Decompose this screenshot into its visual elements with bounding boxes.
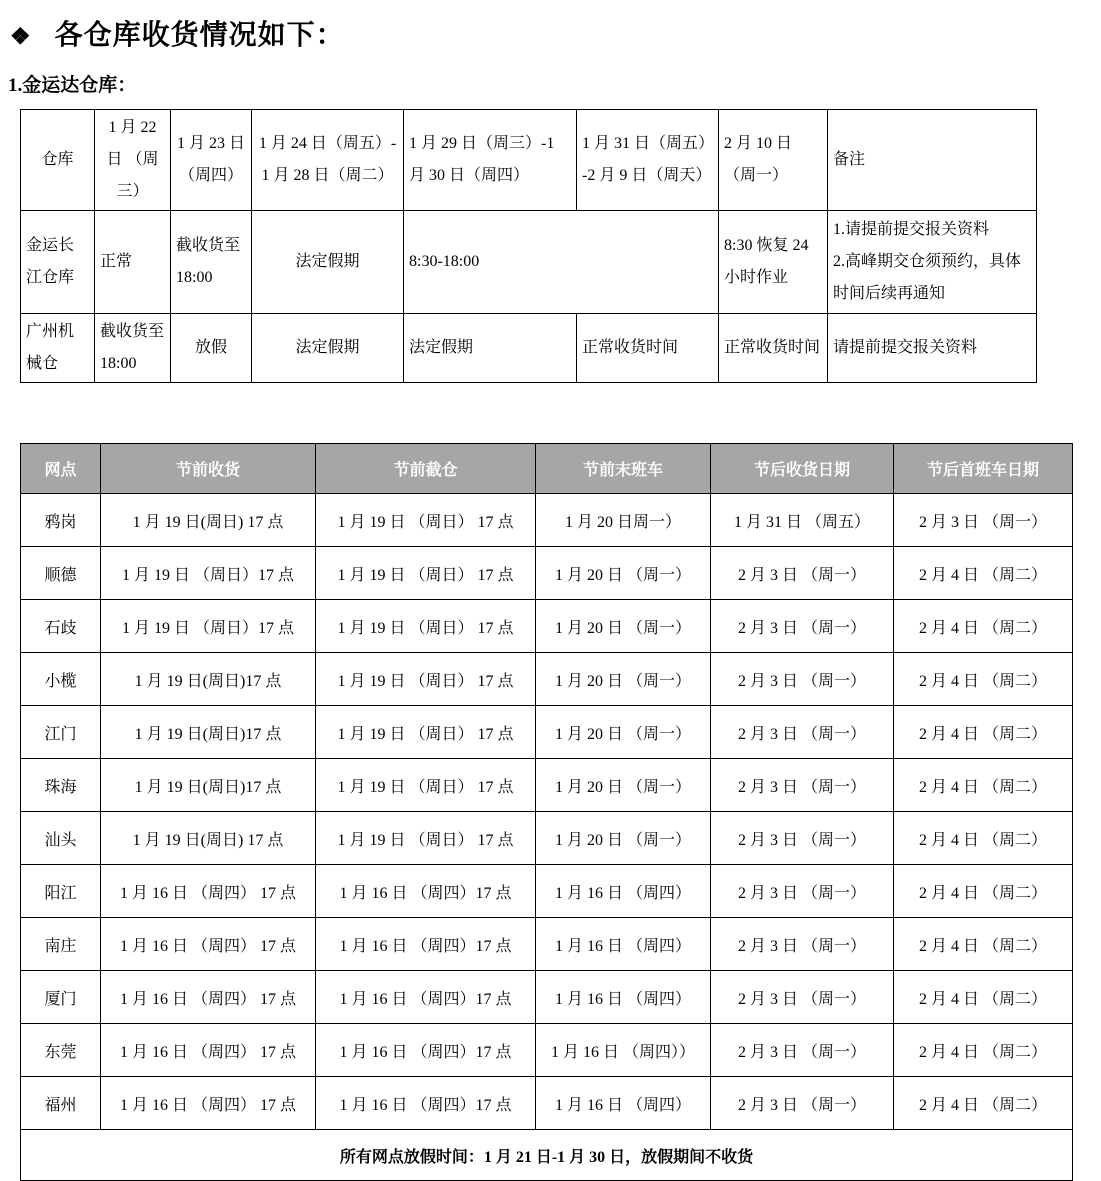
pre-receive-cell: 1 月 19 日 （周日）17 点 (101, 547, 316, 600)
remark-line-2: 2.高峰期交仓须预约，具体时间后续再通知 (833, 253, 1022, 302)
last-bus-cell: 1 月 16 日 （周四） (536, 918, 711, 971)
warehouse-row-jinyun-changjiang (21, 211, 1037, 314)
first-bus-cell: 2 月 4 日 （周二） (894, 706, 1073, 759)
column-header-feb10: 2 月 10 日 （周一） (719, 110, 828, 211)
branch-table-footer-row (21, 1130, 1073, 1181)
first-bus-cell: 2 月 4 日 （周二） (894, 759, 1073, 812)
first-bus-cell: 2 月 4 日 （周二） (894, 865, 1073, 918)
first-bus-cell: 2 月 4 日 （周二） (894, 812, 1073, 865)
site-name-cell: 小榄 (21, 653, 101, 706)
pre-cutoff-cell: 1 月 16 日 （周四）17 点 (316, 918, 536, 971)
site-name-cell: 东莞 (21, 1024, 101, 1077)
page-title-text: 各仓库收货情况如下： (54, 20, 345, 51)
page-title (10, 13, 1101, 53)
pre-cutoff-cell: 1 月 16 日 （周四）17 点 (316, 865, 536, 918)
site-name-cell: 珠海 (21, 759, 101, 812)
branch-row-shiqi (21, 600, 1073, 653)
pre-cutoff-cell: 1 月 19 日 （周日） 17 点 (316, 547, 536, 600)
warehouse-name-cell: 广州机械仓 (21, 314, 95, 383)
last-bus-cell: 1 月 20 日 （周一） (536, 547, 711, 600)
column-header-jan29-30: 1 月 29 日（周三）-1 月 30 日（周四） (404, 110, 577, 211)
last-bus-cell: 1 月 20 日 （周一） (536, 759, 711, 812)
site-name-cell: 鸦岗 (21, 494, 101, 547)
pre-receive-cell: 1 月 16 日 （周四） 17 点 (101, 1024, 316, 1077)
first-bus-cell: 2 月 3 日 （周一） (894, 494, 1073, 547)
column-header-first-bus: 节后首班车日期 (894, 444, 1073, 494)
column-header-jan22: 1 月 22 日 （周三） (95, 110, 171, 211)
warehouse-schedule-table (20, 109, 1037, 383)
column-header-last-bus: 节前末班车 (536, 444, 711, 494)
pre-cutoff-cell: 1 月 19 日 （周日） 17 点 (316, 759, 536, 812)
column-header-pre-holiday-cutoff: 节前截仓 (316, 444, 536, 494)
remark-line-1: 1.请提前提交报关资料 (833, 221, 990, 238)
last-bus-cell: 1 月 20 日 （周一） (536, 653, 711, 706)
pre-cutoff-cell: 1 月 16 日 （周四）17 点 (316, 1024, 536, 1077)
post-receive-cell: 2 月 3 日 （周一） (711, 600, 894, 653)
branch-schedule-table (20, 443, 1073, 1181)
column-header-pre-holiday-receiving: 节前收货 (101, 444, 316, 494)
schedule-cell-merged: 8:30-18:00 (404, 211, 719, 314)
pre-cutoff-cell: 1 月 19 日 （周日） 17 点 (316, 653, 536, 706)
pre-cutoff-cell: 1 月 16 日 （周四）17 点 (316, 1077, 536, 1130)
warehouse-name-cell: 金运长江仓库 (21, 211, 95, 314)
post-receive-cell: 2 月 3 日 （周一） (711, 706, 894, 759)
column-header-jan23: 1 月 23 日 （周四） (171, 110, 252, 211)
column-header-post-holiday-receiving: 节后收货日期 (711, 444, 894, 494)
pre-receive-cell: 1 月 16 日 （周四） 17 点 (101, 971, 316, 1024)
last-bus-cell: 1 月 16 日 （周四） (536, 1077, 711, 1130)
site-name-cell: 汕头 (21, 812, 101, 865)
schedule-cell: 正常 (95, 211, 171, 314)
branch-row-yangjiang (21, 865, 1073, 918)
schedule-cell: 正常收货时间 (577, 314, 719, 383)
last-bus-cell: 1 月 16 日 （周四） (536, 971, 711, 1024)
last-bus-cell: 1 月 16 日 （周四） (536, 865, 711, 918)
pre-cutoff-cell: 1 月 19 日 （周日） 17 点 (316, 812, 536, 865)
post-receive-cell: 2 月 3 日 （周一） (711, 918, 894, 971)
post-receive-cell: 2 月 3 日 （周一） (711, 971, 894, 1024)
post-receive-cell: 2 月 3 日 （周一） (711, 653, 894, 706)
site-name-cell: 厦门 (21, 971, 101, 1024)
warehouse-row-guangzhou-jixie (21, 314, 1037, 383)
remarks-cell: 请提前提交报关资料 (828, 314, 1037, 383)
last-bus-cell: 1 月 20 日 （周一） (536, 812, 711, 865)
pre-cutoff-cell: 1 月 19 日 （周日） 17 点 (316, 600, 536, 653)
column-header-site: 网点 (21, 444, 101, 494)
pre-receive-cell: 1 月 19 日(周日)17 点 (101, 653, 316, 706)
column-header-warehouse: 仓库 (21, 110, 95, 211)
post-receive-cell: 2 月 3 日 （周一） (711, 1077, 894, 1130)
last-bus-cell: 1 月 16 日 （周四）） (536, 1024, 711, 1077)
pre-cutoff-cell: 1 月 16 日 （周四）17 点 (316, 971, 536, 1024)
branch-row-xiaolan (21, 653, 1073, 706)
post-receive-cell: 2 月 3 日 （周一） (711, 865, 894, 918)
post-receive-cell: 2 月 3 日 （周一） (711, 1024, 894, 1077)
branch-row-xiamen (21, 971, 1073, 1024)
last-bus-cell: 1 月 20 日 （周一） (536, 706, 711, 759)
section-label-jinyunda: 1.金运达仓库： (8, 75, 137, 96)
pre-receive-cell: 1 月 19 日(周日) 17 点 (101, 812, 316, 865)
pre-cutoff-cell: 1 月 19 日 （周日） 17 点 (316, 494, 536, 547)
site-name-cell: 石歧 (21, 600, 101, 653)
branch-row-shantou (21, 812, 1073, 865)
first-bus-cell: 2 月 4 日 （周二） (894, 971, 1073, 1024)
post-receive-cell: 2 月 3 日 （周一） (711, 812, 894, 865)
schedule-cell: 8:30 恢复 24 小时作业 (719, 211, 828, 314)
holiday-notice: 所有网点放假时间：1 月 21 日-1 月 30 日，放假期间不收货 (21, 1130, 1073, 1181)
schedule-cell: 法定假期 (252, 211, 404, 314)
schedule-cell: 法定假期 (252, 314, 404, 383)
remarks-cell (828, 211, 1037, 314)
pre-receive-cell: 1 月 19 日(周日)17 点 (101, 759, 316, 812)
column-header-remarks: 备注 (828, 110, 1037, 211)
branch-row-yagang (21, 494, 1073, 547)
first-bus-cell: 2 月 4 日 （周二） (894, 1077, 1073, 1130)
schedule-cell: 放假 (171, 314, 252, 383)
last-bus-cell: 1 月 20 日周一） (536, 494, 711, 547)
branch-row-nanzhuang (21, 918, 1073, 971)
site-name-cell: 顺德 (21, 547, 101, 600)
branch-row-jiangmen (21, 706, 1073, 759)
diamond-bullet-icon: ❖ (10, 24, 31, 49)
post-receive-cell: 2 月 3 日 （周一） (711, 759, 894, 812)
pre-receive-cell: 1 月 19 日 （周日）17 点 (101, 600, 316, 653)
schedule-cell: 正常收货时间 (719, 314, 828, 383)
pre-cutoff-cell: 1 月 19 日 （周日） 17 点 (316, 706, 536, 759)
schedule-cell: 截收货至 18:00 (171, 211, 252, 314)
site-name-cell: 南庄 (21, 918, 101, 971)
pre-receive-cell: 1 月 16 日 （周四） 17 点 (101, 865, 316, 918)
schedule-cell: 截收货至 18:00 (95, 314, 171, 383)
branch-row-dongguan (21, 1024, 1073, 1077)
pre-receive-cell: 1 月 16 日 （周四） 17 点 (101, 1077, 316, 1130)
first-bus-cell: 2 月 4 日 （周二） (894, 547, 1073, 600)
first-bus-cell: 2 月 4 日 （周二） (894, 1024, 1073, 1077)
pre-receive-cell: 1 月 19 日(周日)17 点 (101, 706, 316, 759)
site-name-cell: 江门 (21, 706, 101, 759)
post-receive-cell: 1 月 31 日 （周五） (711, 494, 894, 547)
post-receive-cell: 2 月 3 日 （周一） (711, 547, 894, 600)
branch-row-fuzhou (21, 1077, 1073, 1130)
first-bus-cell: 2 月 4 日 （周二） (894, 918, 1073, 971)
branch-row-zhuhai (21, 759, 1073, 812)
pre-receive-cell: 1 月 19 日(周日) 17 点 (101, 494, 316, 547)
schedule-cell: 法定假期 (404, 314, 577, 383)
site-name-cell: 阳江 (21, 865, 101, 918)
column-header-jan24-28: 1 月 24 日（周五）- 1 月 28 日（周二） (252, 110, 404, 211)
first-bus-cell: 2 月 4 日 （周二） (894, 600, 1073, 653)
column-header-jan31-feb9: 1 月 31 日（周五）-2 月 9 日（周天） (577, 110, 719, 211)
branch-table-header-row (21, 444, 1073, 494)
last-bus-cell: 1 月 20 日 （周一） (536, 600, 711, 653)
branch-row-shunde (21, 547, 1073, 600)
site-name-cell: 福州 (21, 1077, 101, 1130)
pre-receive-cell: 1 月 16 日 （周四） 17 点 (101, 918, 316, 971)
first-bus-cell: 2 月 4 日 （周二） (894, 653, 1073, 706)
warehouse-table-header-row (21, 110, 1037, 211)
